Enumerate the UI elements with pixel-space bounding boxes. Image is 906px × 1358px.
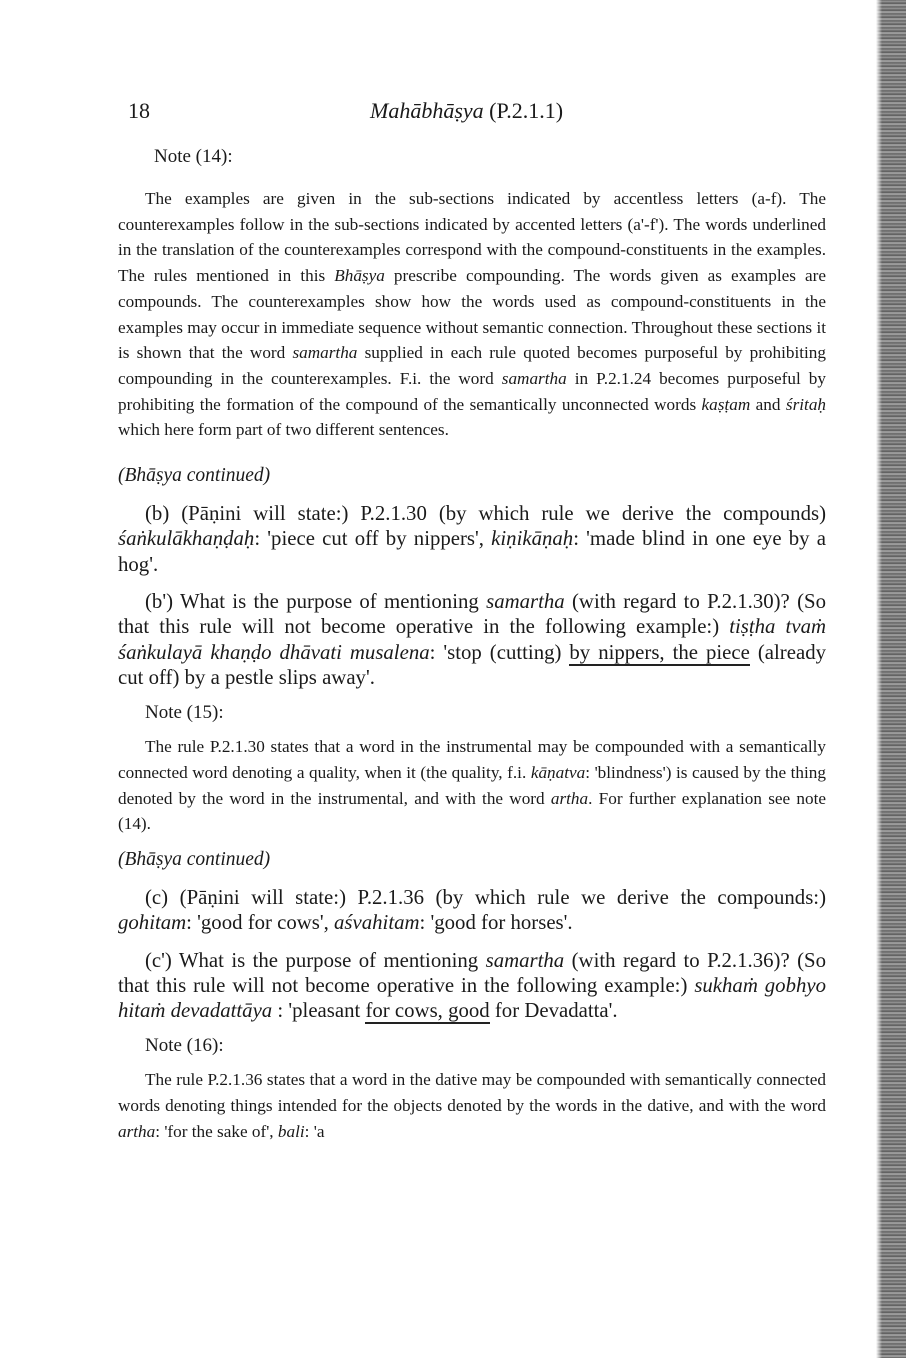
term: śritaḥ bbox=[785, 394, 827, 414]
text-run: in P.2.1.24 becomes purposeful by prohibiting the formation of the compound of the semantically unconnected words bbox=[118, 368, 826, 414]
text-run: . For further explanation see note (14). bbox=[118, 788, 826, 834]
section-c-prime-paragraph bbox=[118, 948, 826, 1024]
term: samartha bbox=[501, 368, 567, 388]
term: samartha bbox=[486, 589, 565, 613]
text-run: (b') What is the purpose of mentioning bbox=[145, 589, 487, 613]
underlined-phrase: by nippers, the piece bbox=[569, 640, 750, 664]
term: samartha bbox=[485, 948, 565, 972]
running-title-work: Mahābhāṣya bbox=[370, 98, 484, 123]
term: aśvahitam bbox=[334, 911, 420, 935]
text-run: (c') What is the purpose of mentioning bbox=[145, 948, 486, 972]
text-run: supplied in each rule quoted becomes purposeful by prohibiting compounding in the counterexamples. F.i. the word bbox=[118, 343, 826, 388]
term: artha bbox=[550, 788, 589, 808]
term: kiṇikāṇaḥ bbox=[491, 527, 574, 551]
text-run: : 'stop (cutting) bbox=[429, 640, 570, 664]
sanskrit-example: tiṣṭha tvaṁ śaṅkulayā khaṇḍo dhāvati musalena bbox=[118, 615, 826, 664]
note-14-paragraph bbox=[118, 186, 826, 443]
text-run: (c) (Pāṇini will state:) P.2.1.36 (by which rule we derive the compounds:) bbox=[145, 885, 826, 909]
note-16-heading: Note (16): bbox=[145, 1035, 224, 1057]
text-run: prescribe compounding. The words given as examples are compounds. The counterexamples show how the words used as compound-constituents in the examples may occur in immediate sequence without semantic connection. Throughout these sections it is shown that the word bbox=[118, 266, 826, 363]
bhasya-continued-heading: (Bhāṣya continued) bbox=[118, 465, 271, 487]
term: artha bbox=[118, 1121, 156, 1141]
text-run: The examples are given in the sub-sections indicated by accentless letters (a-f). The counterexamples follow in the sub-sections indicated by accented letters (a'-f'). The words underlined in the translation of the counterexamples correspond with the compound-constituents in the examples. The rules mentioned in this bbox=[118, 189, 826, 286]
bhasya-continued-heading-2: (Bhāṣya continued) bbox=[118, 848, 271, 870]
page-header bbox=[128, 98, 828, 128]
note-14-heading: Note (14): bbox=[154, 146, 233, 167]
term: kāṇatva bbox=[530, 762, 586, 782]
term: Bhāṣya bbox=[334, 266, 385, 286]
term: kaṣṭam bbox=[701, 394, 751, 414]
text-run: : 'for the sake of', bbox=[155, 1121, 278, 1141]
text-run: : 'good for horses'. bbox=[419, 911, 573, 935]
underlined-phrase: for cows, good bbox=[365, 999, 490, 1023]
note-16-paragraph bbox=[118, 1067, 826, 1144]
note-15-paragraph bbox=[118, 734, 826, 837]
text-run: : 'good for cows', bbox=[186, 911, 335, 935]
text-run: The rule P.2.1.36 states that a word in the dative may be compounded with semantically connected words denoting things intended for the objects denoted by the words in the dative, and with the word bbox=[118, 1070, 826, 1116]
text-run: (already cut off) by a pestle slips away'. bbox=[118, 640, 826, 689]
scanned-page-edge bbox=[876, 0, 906, 1358]
text-run: : 'a bbox=[304, 1121, 325, 1141]
page-body bbox=[118, 146, 826, 1145]
term: śaṅkulākhaṇḍaḥ bbox=[118, 527, 255, 551]
section-b-prime-paragraph bbox=[118, 589, 826, 690]
text-run: and bbox=[750, 394, 786, 414]
page-number: 18 bbox=[128, 98, 150, 123]
term: bali bbox=[277, 1121, 305, 1141]
text-run: : 'made blind in one eye by a hog'. bbox=[118, 527, 826, 576]
section-b-paragraph bbox=[118, 501, 826, 577]
text-run: : 'piece cut off by nippers', bbox=[254, 527, 492, 551]
text-run: : 'pleasant bbox=[272, 999, 366, 1023]
term: gohitam bbox=[118, 911, 187, 935]
section-c-paragraph bbox=[118, 885, 826, 936]
text-run: for Devadatta'. bbox=[489, 999, 618, 1023]
running-title-ref: (P.2.1.1) bbox=[489, 98, 564, 123]
term: samartha bbox=[292, 343, 358, 363]
text-run: (b) (Pāṇini will state:) P.2.1.30 (by which rule we derive the compounds) bbox=[145, 502, 826, 526]
text-run: : 'blindness') is caused by the thing denoted by the word in the instrumental, and with the word bbox=[118, 762, 826, 808]
text-run: which here form part of two different sentences. bbox=[118, 420, 449, 440]
text-run: The rule P.2.1.30 states that a word in the instrumental may be compounded with a semantically connected word denoting a quality, when it (the quality, f.i. bbox=[118, 737, 826, 782]
note-15-heading: Note (15): bbox=[145, 702, 224, 724]
text-run: (with regard to P.2.1.30)? (So that this rule will not become operative in the following example:) bbox=[118, 589, 826, 639]
sanskrit-example: sukhaṁ gobhyo hitaṁ devadattāya bbox=[118, 973, 826, 1023]
text-run: (with regard to P.2.1.36)? (So that this rule will not become operative in the following example:) bbox=[118, 948, 826, 997]
running-title bbox=[370, 98, 563, 124]
